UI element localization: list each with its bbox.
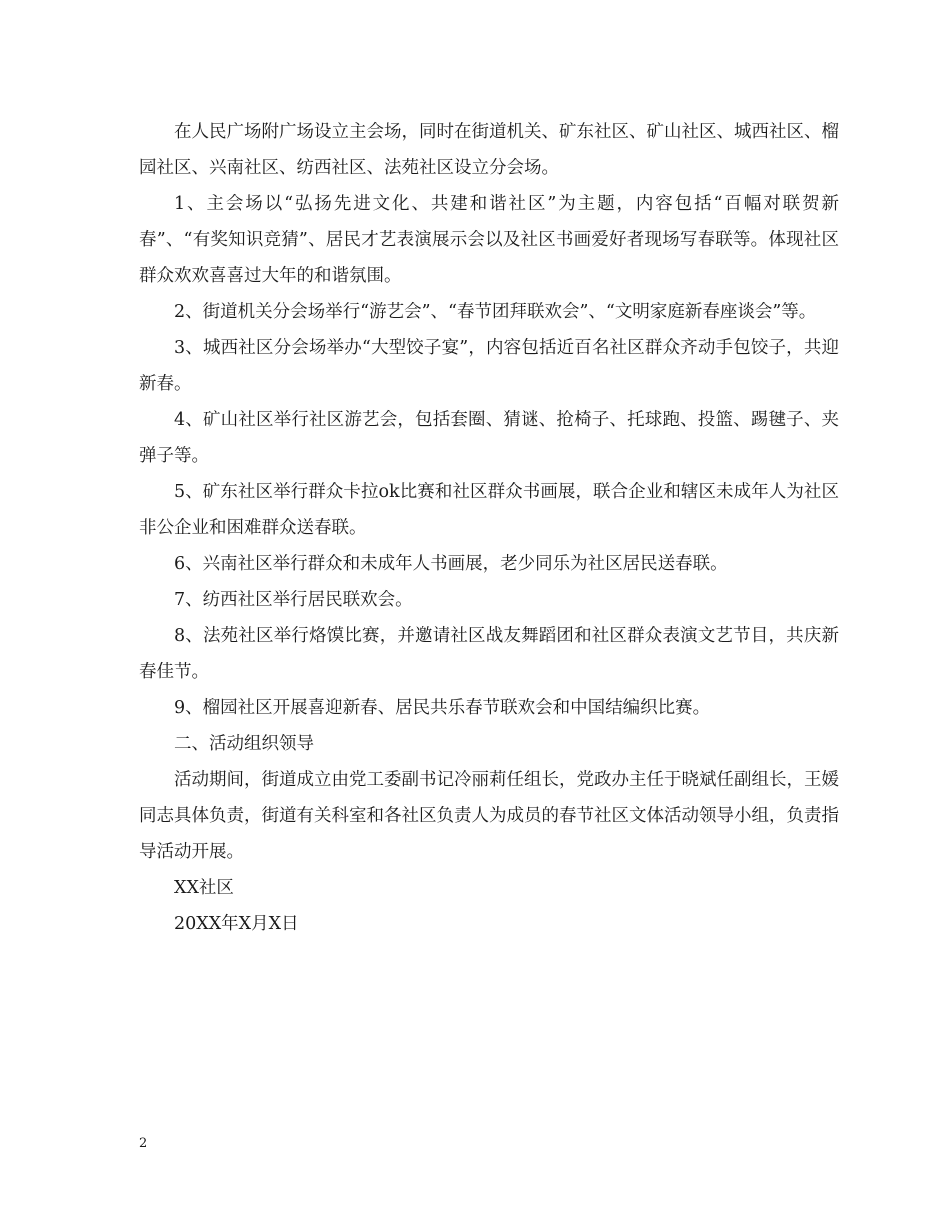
signature-date: 20XX年X月X日 (174, 914, 299, 934)
paragraph-item-7: 7、纺西社区举行居民联欢会。 (174, 590, 413, 610)
paragraph-item-1: 1、主会场以“弘扬先进文化、共建和谐社区”为主题，内容包括“百幅对联贺新春”、“有奖知识竞猜”、居民才艺表演展示会以及社区书画爱好者现场写春联等。体现社区群众欢欢喜喜过大年的和谐氛围。 (139, 194, 839, 286)
paragraph-item-5: 5、矿东社区举行群众卡拉ok比赛和社区群众书画展，联合企业和辖区未成年人为社区非公企业和困难群众送春联。 (139, 482, 839, 538)
paragraph-item-6: 6、兴南社区举行群众和未成年人书画展，老少同乐为社区居民送春联。 (174, 554, 728, 574)
section-heading-organization: 二、活动组织领导 (174, 734, 314, 754)
paragraph-item-9: 9、榴园社区开展喜迎新春、居民共乐春节联欢会和中国结编织比赛。 (174, 698, 711, 718)
paragraph-venues: 在人民广场附广场设立主会场，同时在街道机关、矿东社区、矿山社区、城西社区、榴园社区、兴南社区、纺西社区、法苑社区设立分会场。 (139, 122, 839, 178)
page-number: 2 (139, 1136, 148, 1151)
paragraph-organization: 活动期间，街道成立由党工委副书记冷丽莉任组长，党政办主任于晓斌任副组长，王媛同志具体负责，街道有关科室和各社区负责人为成员的春节社区文体活动领导小组，负责指导活动开展。 (139, 770, 839, 862)
paragraph-item-8: 8、法苑社区举行烙馍比赛，并邀请社区战友舞蹈团和社区群众表演文艺节目，共庆新春佳节。 (139, 626, 839, 682)
paragraph-item-2: 2、街道机关分会场举行“游艺会”、“春节团拜联欢会”、“文明家庭新春座谈会”等。 (174, 302, 817, 322)
paragraph-item-4: 4、矿山社区举行社区游艺会，包括套圈、猜谜、抢椅子、托球跑、投篮、踢毽子、夹弹子等。 (139, 410, 839, 466)
paragraph-item-3: 3、城西社区分会场举办“大型饺子宴”，内容包括近百名社区群众齐动手包饺子，共迎新春。 (139, 338, 839, 394)
signature-organization: XX社区 (174, 878, 234, 898)
document-body (139, 114, 839, 942)
